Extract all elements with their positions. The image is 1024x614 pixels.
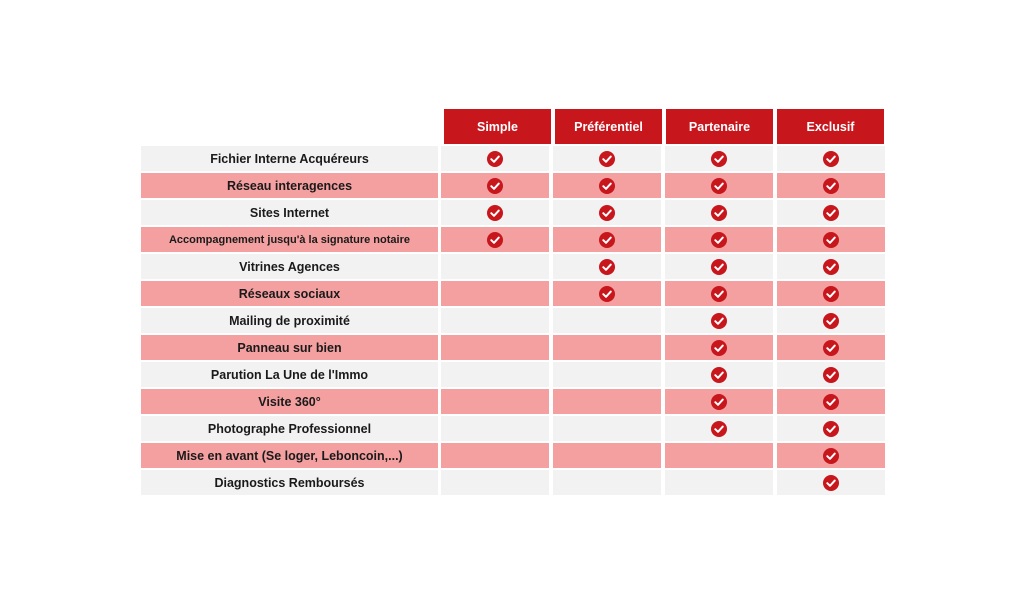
- table-row: [141, 443, 889, 468]
- check-circle-icon: [823, 151, 839, 167]
- cell-preferentiel: [553, 416, 661, 441]
- cell-preferentiel: [553, 254, 661, 279]
- cell-preferentiel: [553, 281, 661, 306]
- cell-partenaire: [665, 308, 773, 333]
- check-circle-icon: [711, 394, 727, 410]
- table-row: [141, 362, 889, 387]
- table-header: [141, 109, 889, 144]
- cell-exclusif: [777, 470, 885, 495]
- plan-header-exclusif: Exclusif: [777, 109, 884, 144]
- check-circle-icon: [823, 421, 839, 437]
- check-circle-icon: [711, 421, 727, 437]
- cell-simple: [441, 200, 549, 225]
- check-circle-icon: [487, 232, 503, 248]
- check-circle-icon: [711, 205, 727, 221]
- cell-preferentiel: [553, 173, 661, 198]
- table-row: [141, 470, 889, 495]
- cell-simple: [441, 470, 549, 495]
- feature-label: Panneau sur bien: [141, 335, 438, 360]
- feature-label: Réseau interagences: [141, 173, 438, 198]
- cell-simple: [441, 443, 549, 468]
- cell-preferentiel: [553, 362, 661, 387]
- cell-exclusif: [777, 200, 885, 225]
- cell-partenaire: [665, 281, 773, 306]
- cell-exclusif: [777, 254, 885, 279]
- cell-simple: [441, 173, 549, 198]
- feature-label: Accompagnement jusqu'à la signature notaire: [141, 227, 438, 252]
- cell-partenaire: [665, 416, 773, 441]
- feature-label: Visite 360°: [141, 389, 438, 414]
- check-circle-icon: [823, 205, 839, 221]
- table-row: [141, 416, 889, 441]
- check-circle-icon: [823, 448, 839, 464]
- check-circle-icon: [599, 151, 615, 167]
- table-body: [141, 146, 889, 495]
- check-circle-icon: [823, 394, 839, 410]
- plan-header-partenaire: Partenaire: [666, 109, 773, 144]
- table-row: [141, 200, 889, 225]
- check-circle-icon: [599, 205, 615, 221]
- check-circle-icon: [711, 367, 727, 383]
- cell-preferentiel: [553, 470, 661, 495]
- cell-partenaire: [665, 146, 773, 171]
- check-circle-icon: [711, 232, 727, 248]
- feature-label: Diagnostics Remboursés: [141, 470, 438, 495]
- table-row: [141, 281, 889, 306]
- feature-label: Parution La Une de l'Immo: [141, 362, 438, 387]
- plan-header-simple: Simple: [444, 109, 551, 144]
- table-row: [141, 308, 889, 333]
- feature-label: Fichier Interne Acquéreurs: [141, 146, 438, 171]
- cell-simple: [441, 416, 549, 441]
- cell-partenaire: [665, 389, 773, 414]
- feature-label: Photographe Professionnel: [141, 416, 438, 441]
- comparison-table: [141, 109, 889, 496]
- cell-simple: [441, 281, 549, 306]
- table-row: [141, 389, 889, 414]
- cell-exclusif: [777, 389, 885, 414]
- cell-exclusif: [777, 146, 885, 171]
- check-circle-icon: [711, 340, 727, 356]
- check-circle-icon: [599, 178, 615, 194]
- cell-exclusif: [777, 416, 885, 441]
- check-circle-icon: [487, 151, 503, 167]
- check-circle-icon: [823, 232, 839, 248]
- cell-simple: [441, 389, 549, 414]
- check-circle-icon: [823, 367, 839, 383]
- feature-label: Mailing de proximité: [141, 308, 438, 333]
- cell-exclusif: [777, 173, 885, 198]
- table-row: [141, 254, 889, 279]
- check-circle-icon: [599, 259, 615, 275]
- cell-partenaire: [665, 443, 773, 468]
- cell-preferentiel: [553, 389, 661, 414]
- cell-exclusif: [777, 362, 885, 387]
- check-circle-icon: [599, 232, 615, 248]
- cell-preferentiel: [553, 335, 661, 360]
- check-circle-icon: [711, 313, 727, 329]
- check-circle-icon: [711, 178, 727, 194]
- cell-simple: [441, 362, 549, 387]
- check-circle-icon: [823, 475, 839, 491]
- check-circle-icon: [599, 286, 615, 302]
- table-row: [141, 335, 889, 360]
- table-row: [141, 146, 889, 171]
- check-circle-icon: [487, 205, 503, 221]
- cell-exclusif: [777, 335, 885, 360]
- cell-exclusif: [777, 308, 885, 333]
- feature-label: Vitrines Agences: [141, 254, 438, 279]
- cell-simple: [441, 335, 549, 360]
- plan-header-preferentiel: Préférentiel: [555, 109, 662, 144]
- check-circle-icon: [823, 313, 839, 329]
- check-circle-icon: [711, 259, 727, 275]
- check-circle-icon: [823, 178, 839, 194]
- check-circle-icon: [823, 340, 839, 356]
- cell-partenaire: [665, 173, 773, 198]
- cell-partenaire: [665, 254, 773, 279]
- cell-preferentiel: [553, 200, 661, 225]
- cell-simple: [441, 308, 549, 333]
- check-circle-icon: [711, 151, 727, 167]
- table-row: [141, 173, 889, 198]
- cell-exclusif: [777, 227, 885, 252]
- cell-preferentiel: [553, 227, 661, 252]
- check-circle-icon: [711, 286, 727, 302]
- feature-label: Réseaux sociaux: [141, 281, 438, 306]
- header-spacer: [141, 109, 440, 144]
- cell-simple: [441, 146, 549, 171]
- cell-exclusif: [777, 443, 885, 468]
- feature-label: Sites Internet: [141, 200, 438, 225]
- cell-preferentiel: [553, 308, 661, 333]
- table-row: [141, 227, 889, 252]
- check-circle-icon: [823, 286, 839, 302]
- cell-partenaire: [665, 200, 773, 225]
- feature-label: Mise en avant (Se loger, Leboncoin,...): [141, 443, 438, 468]
- cell-exclusif: [777, 281, 885, 306]
- cell-simple: [441, 227, 549, 252]
- cell-simple: [441, 254, 549, 279]
- cell-partenaire: [665, 470, 773, 495]
- cell-partenaire: [665, 227, 773, 252]
- cell-partenaire: [665, 335, 773, 360]
- check-circle-icon: [823, 259, 839, 275]
- cell-preferentiel: [553, 443, 661, 468]
- cell-partenaire: [665, 362, 773, 387]
- cell-preferentiel: [553, 146, 661, 171]
- check-circle-icon: [487, 178, 503, 194]
